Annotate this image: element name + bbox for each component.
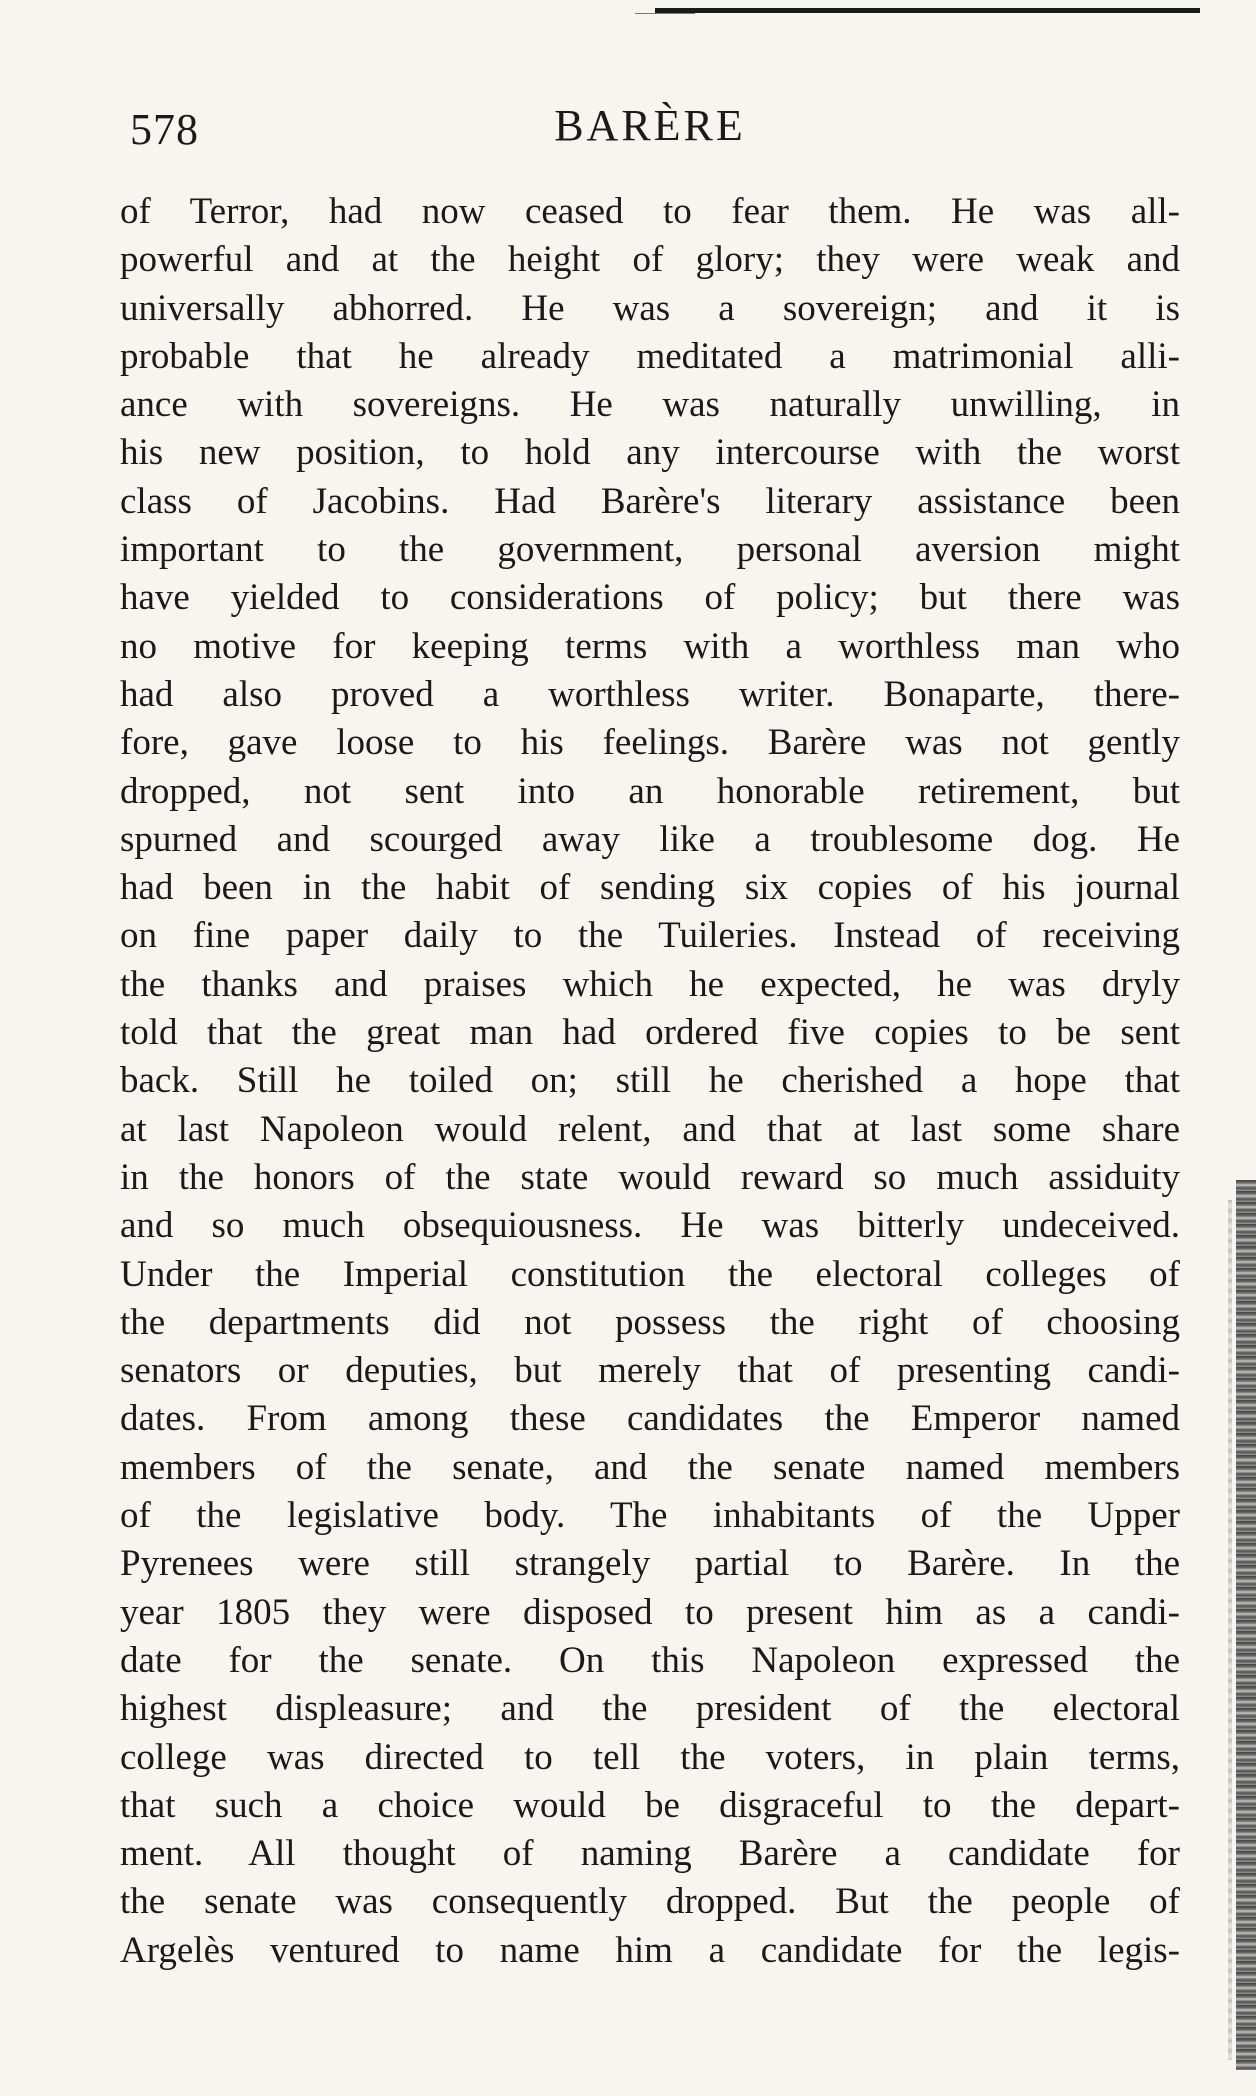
page-edge-shadow-inner xyxy=(1228,1200,1232,2060)
text-line: his new position, to hold any intercourse with the worst xyxy=(120,432,1180,474)
top-rule-thin xyxy=(635,13,695,14)
text-line: fore, gave loose to his feelings. Barère was not gently xyxy=(120,722,1180,764)
text-line: members of the senate, and the senate named members xyxy=(120,1446,1180,1488)
text-line: spurned and scourged away like a troublesome dog. He xyxy=(120,818,1180,860)
text-line: and so much obsequiousness. He was bitterly undeceived. xyxy=(120,1205,1180,1247)
text-line: year 1805 they were disposed to present him as a candi- xyxy=(120,1591,1180,1633)
text-line: at last Napoleon would relent, and that at last some share xyxy=(120,1108,1180,1150)
text-line: probable that he already meditated a matrimonial alli- xyxy=(120,335,1180,377)
text-line: told that the great man had ordered five copies to be sent xyxy=(120,1012,1180,1054)
page-header xyxy=(120,100,1180,160)
text-line: on fine paper daily to the Tuileries. Instead of receiving xyxy=(120,915,1180,957)
page-number: 578 xyxy=(130,105,199,154)
text-line: important to the government, personal aversion might xyxy=(120,529,1180,571)
text-line: date for the senate. On this Napoleon expressed the xyxy=(120,1639,1180,1681)
text-line: the departments did not possess the right of choosing xyxy=(120,1301,1180,1343)
text-line: Argelès ventured to name him a candidate for the legis- xyxy=(120,1929,1180,1971)
text-line: of the legislative body. The inhabitants of the Upper xyxy=(120,1495,1180,1537)
body-text xyxy=(120,188,1180,1975)
text-line: had also proved a worthless writer. Bonaparte, there- xyxy=(120,673,1180,715)
text-line: in the honors of the state would reward so much assiduity xyxy=(120,1156,1180,1198)
text-line: had been in the habit of sending six copies of his journal xyxy=(120,867,1180,909)
text-line: the thanks and praises which he expected, he was dryly xyxy=(120,963,1180,1005)
running-head: BARÈRE xyxy=(554,101,746,150)
top-rule xyxy=(655,8,1200,13)
text-line: have yielded to considerations of policy; but there was xyxy=(120,577,1180,619)
text-line: dropped, not sent into an honorable retirement, but xyxy=(120,770,1180,812)
text-line: dates. From among these candidates the Emperor named xyxy=(120,1398,1180,1440)
text-line: highest displeasure; and the president of the electoral xyxy=(120,1688,1180,1730)
text-line: powerful and at the height of glory; they were weak and xyxy=(120,239,1180,281)
text-line: senators or deputies, but merely that of presenting candi- xyxy=(120,1350,1180,1392)
text-line: ance with sovereigns. He was naturally unwilling, in xyxy=(120,384,1180,426)
text-line: back. Still he toiled on; still he cherished a hope that xyxy=(120,1060,1180,1102)
text-line: college was directed to tell the voters, in plain terms, xyxy=(120,1736,1180,1778)
text-line: Pyrenees were still strangely partial to Barère. In the xyxy=(120,1543,1180,1585)
text-line: universally abhorred. He was a sovereign; and it is xyxy=(120,287,1180,329)
text-line: no motive for keeping terms with a worthless man who xyxy=(120,625,1180,667)
text-line: of Terror, had now ceased to fear them. He was all- xyxy=(120,191,1180,232)
text-line: class of Jacobins. Had Barère's literary assistance been xyxy=(120,480,1180,522)
text-line: the senate was consequently dropped. But the people of xyxy=(120,1881,1180,1923)
text-line: Under the Imperial constitution the electoral colleges of xyxy=(120,1253,1180,1295)
text-line: that such a choice would be disgraceful to the depart- xyxy=(120,1784,1180,1826)
text-line: ment. All thought of naming Barère a candidate for xyxy=(120,1833,1180,1875)
page-edge-shadow xyxy=(1236,1180,1256,2070)
